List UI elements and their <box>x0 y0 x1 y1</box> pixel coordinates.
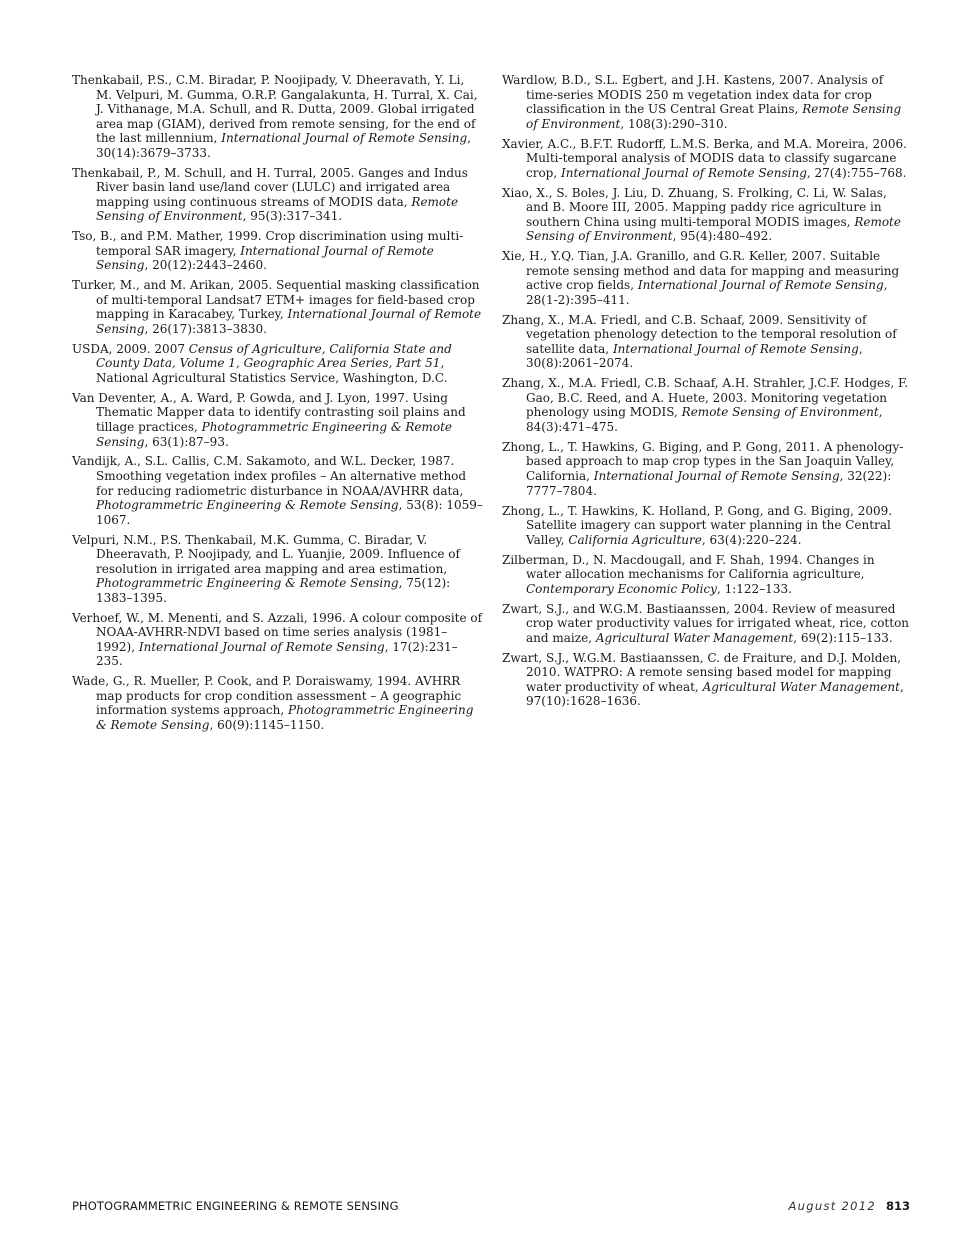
reference-entry: Zwart, S.J., W.G.M. Bastiaanssen, C. de Fraiture, and D.J. Molden, 2010. WATPRO: A remote sensing based model for mapping water productivity of wheat, Agricultural Water Management, 97(10):1628–1636. <box>502 650 904 709</box>
reference-entry: Zwart, S.J., and W.G.M. Bastiaanssen, 2004. Review of measured crop water productivity values for irrigated wheat, rice, cotton and maize, Agricultural Water Management, 69(2):115–133. <box>502 601 910 645</box>
reference-entry: Zhong, L., T. Hawkins, G. Biging, and P. Gong, 2011. A phenology-based approach to map crop types in the San Joaquin Valley, California, International Journal of Remote Sensing, 32(22): 7777–7804. <box>502 439 904 498</box>
reference-entry: Verhoef, W., M. Menenti, and S. Azzali, 1996. A colour composite of NOAA-AVHRR-NDVI based on time series analysis (1981–1992), International Journal of Remote Sensing, 17(2):231–235. <box>72 610 483 669</box>
references-right-column <box>502 73 910 714</box>
reference-entry: Zhang, X., M.A. Friedl, C.B. Schaaf, A.H. Strahler, J.C.F. Hodges, F. Gao, B.C. Reed, and A. Huete, 2003. Monitoring vegetation phenology using MODIS, Remote Sensing of Environment, 84(3):471–475. <box>502 376 909 434</box>
reference-entry: Vandijk, A., S.L. Callis, C.M. Sakamoto, and W.L. Decker, 1987. Smoothing vegetation index profiles – An alternative method for reducing radiometric disturbance in NOAA/AVHRR data, Photogrammetric Engineering & Remote Sensing, 53(8): 1059–1067. <box>72 454 483 527</box>
reference-entry: Zhang, X., M.A. Friedl, and C.B. Schaaf, 2009. Sensitivity of vegetation phenology detection to the temporal resolution of satellite data, International Journal of Remote Sensing, 30(8):2061–2074. <box>502 312 897 371</box>
journal-name: PHOTOGRAMMETRIC ENGINEERING & REMOTE SENSING <box>72 1199 399 1213</box>
reference-entry: Xavier, A.C., B.F.T. Rudorff, L.M.S. Berka, and M.A. Moreira, 2006. Multi-temporal analysis of MODIS data to classify sugarcane crop, International Journal of Remote Sensing, 27(4):755–768. <box>502 136 907 180</box>
reference-entry: Wardlow, B.D., S.L. Egbert, and J.H. Kastens, 2007. Analysis of time-series MODIS 250 m vegetation index data for crop classification in the US Central Great Plains, Remote Sensing of Environment, 108(3):290–310. <box>502 73 902 131</box>
reference-entry: Thenkabail, P., M. Schull, and H. Turral, 2005. Ganges and Indus River basin land use/land cover (LULC) and irrigated area mapping using continuous streams of MODIS data, Remote Sensing of Environment, 95(3):317–341. <box>72 165 468 224</box>
page-footer <box>72 1199 910 1215</box>
reference-entry: USDA, 2009. 2007 Census of Agriculture, California State and County Data, Volume 1, Geographic Area Series, Part 51, National Agricultural Statistics Service, Washington, D.C. <box>72 341 452 385</box>
footer-date-page <box>789 1199 910 1213</box>
reference-entry: Xiao, X., S. Boles, J. Liu, D. Zhuang, S. Frolking, C. Li, W. Salas, and B. Moore III, 2005. Mapping paddy rice agriculture in southern China using multi-temporal MODIS images, Remote Sensing of Environment, 95(4):480–492. <box>502 185 901 244</box>
reference-entry: Zilberman, D., N. Macdougall, and F. Shah, 1994. Changes in water allocation mechanisms for California agriculture, Contemporary Economic Policy, 1:122–133. <box>502 552 875 596</box>
reference-entry: Van Deventer, A., A. Ward, P. Gowda, and J. Lyon, 1997. Using Thematic Mapper data to identify contrasting soil plains and tillage practices, Photogrammetric Engineering & Remote Sensing, 63(1):87–93. <box>72 390 466 449</box>
reference-entry: Turker, M., and M. Arikan, 2005. Sequential masking classification of multi-temporal Landsat7 ETM+ images for field-based crop mapping in Karacabey, Turkey, International Journal of Remote Sensing, 26(17):3813–3830. <box>72 278 482 336</box>
page-number: 813 <box>885 1199 910 1213</box>
references-left-column <box>72 73 484 738</box>
issue-date: August 2012 <box>788 1199 876 1213</box>
reference-entry: Zhong, L., T. Hawkins, K. Holland, P. Gong, and G. Biging, 2009. Satellite imagery can support water planning in the Central Valley, California Agriculture, 63(4):220–224. <box>502 503 893 547</box>
reference-entry: Velpuri, N.M., P.S. Thenkabail, M.K. Gumma, C. Biradar, V. Dheeravath, P. Noojipady, and L. Yuanjie, 2009. Influence of resolution in irrigated area mapping and area estimation, Photogrammetric Engineering & Remote Sensing, 75(12): 1383–1395. <box>72 532 460 605</box>
reference-entry: Wade, G., R. Mueller, P. Cook, and P. Doraiswamy, 1994. AVHRR map products for crop condition assessment – A geographic information systems approach, Photogrammetric Engineering & Remote Sensing, 60(9):1145–1150. <box>72 674 474 732</box>
reference-entry: Thenkabail, P.S., C.M. Biradar, P. Noojipady, V. Dheeravath, Y. Li, M. Velpuri, M. Gumma, O.R.P. Gangalakunta, H. Turral, X. Cai, J. Vithanage, M.A. Schull, and R. Dutta, 2009. Global irrigated area map (GIAM), derived from remote sensing, for the end of the last millennium, International Journal of Remote Sensing, 30(14):3679–3733. <box>72 73 478 160</box>
reference-entry: Xie, H., Y.Q. Tian, J.A. Granillo, and G.R. Keller, 2007. Suitable remote sensing method and data for mapping and measuring active crop fields, International Journal of Remote Sensing, 28(1-2):395–411. <box>502 249 900 307</box>
reference-entry: Tso, B., and P.M. Mather, 1999. Crop discrimination using multi-temporal SAR imagery, International Journal of Remote Sensing, 20(12):2443–2460. <box>72 229 464 273</box>
